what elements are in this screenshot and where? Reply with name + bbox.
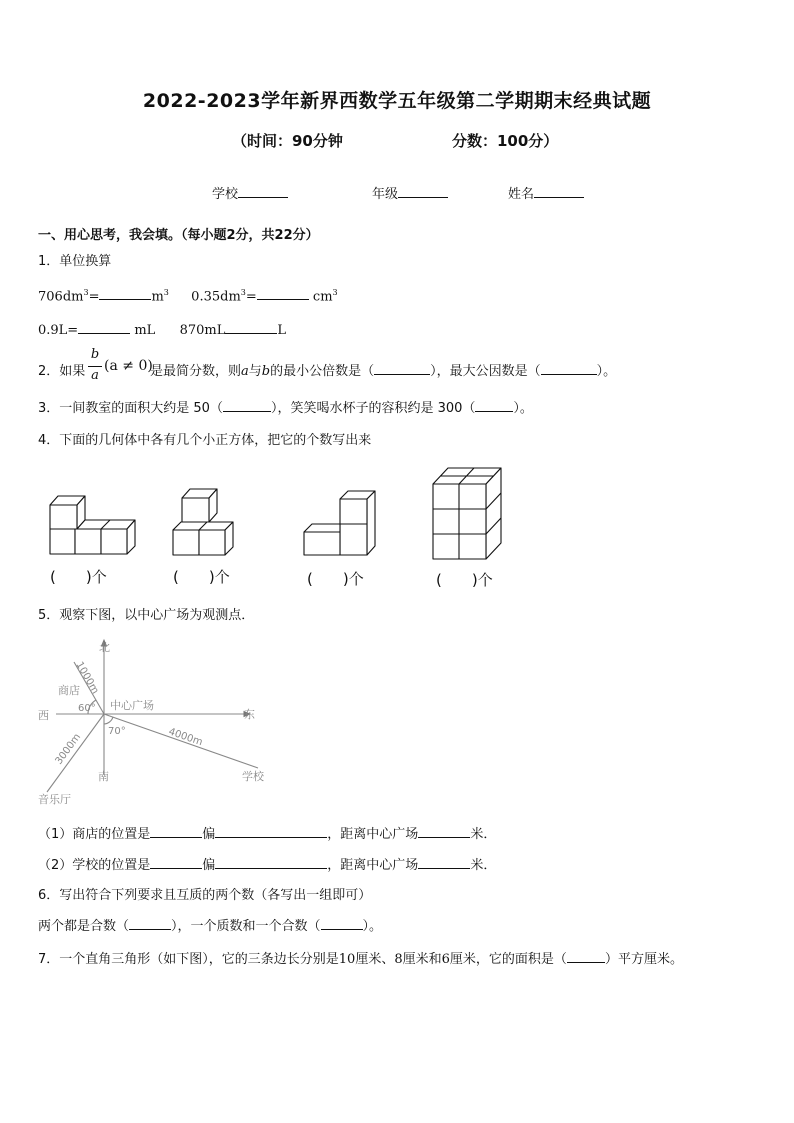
q5-sub2-b: 偏 [202, 858, 216, 873]
q6-line [38, 915, 382, 934]
q3-blank2[interactable] [475, 411, 513, 412]
q5-sub1-b: 偏 [202, 827, 216, 842]
q1-b-value: 0.35dm [191, 289, 241, 305]
q2-numerator: b [90, 347, 100, 362]
sup: 3 [332, 288, 338, 297]
q3-b: ），笑笑喝水杯子的容积约是 300（ [270, 401, 476, 416]
school-field [212, 183, 288, 202]
q7-d: 厘米，它的面积是（ [449, 952, 567, 967]
q4-answer-2[interactable]: ( )个 [173, 568, 230, 586]
q5-sub2-c: ，距离中心广场 [327, 858, 419, 873]
q5-sub2-dist[interactable] [418, 868, 470, 869]
q1-row2 [38, 323, 286, 338]
label-d-shop: 1000m [73, 660, 101, 696]
q1-a-unit: m [151, 289, 164, 305]
q7-blank[interactable] [567, 962, 605, 963]
label-shop: 商店 [58, 684, 80, 697]
eq: = [88, 289, 100, 305]
q1-b-blank[interactable] [257, 299, 309, 300]
q6-c: ）。 [362, 919, 383, 934]
q1-c-blank[interactable] [78, 333, 130, 334]
label-concert: 音乐厅 [38, 793, 71, 806]
q5-sub2-dir2[interactable] [215, 868, 327, 869]
q5-sub2-d: 米． [470, 858, 497, 873]
q1-label: 1．单位换算 [38, 254, 112, 269]
q4-answer-1[interactable]: ( )个 [50, 568, 107, 586]
var-b: b [261, 364, 271, 379]
q2-mid2: 的最小公倍数是（ [270, 364, 375, 379]
section-heading: 一、用心思考，我会填。（每小题2分，共22分） [38, 228, 319, 243]
label-d-concert: 3000m [53, 731, 84, 767]
label-south: 南 [98, 770, 109, 783]
q4-answer-3[interactable]: ( )个 [307, 570, 364, 588]
name-blank[interactable] [534, 197, 584, 198]
q2-yu: 与 [248, 364, 262, 379]
q3-c: ）。 [513, 401, 533, 416]
label-east: 东 [244, 708, 255, 721]
q1-a-value: 706dm [38, 289, 84, 305]
q5-sub1-dir2[interactable] [215, 837, 327, 838]
q5-sub1-d: 米． [470, 827, 497, 842]
score-info: 分数：100分） [452, 132, 559, 150]
q3-blank1[interactable] [223, 411, 271, 412]
cube-figure-3 [304, 491, 375, 555]
q2-gcd-blank[interactable] [541, 374, 597, 375]
q5-sub1-dist[interactable] [418, 837, 470, 838]
label-d-school: 4000m [167, 726, 204, 749]
q5-sub2-dir1[interactable] [150, 868, 202, 869]
q1-c-value: 0.9L= [38, 323, 79, 338]
q1-d-value: 870mL [179, 323, 226, 338]
label-north: 北 [99, 641, 110, 654]
q2-body [150, 360, 616, 379]
grade-label: 年级 [372, 187, 399, 202]
q7-n1: 10 [338, 952, 356, 967]
q2-mid3: ），最大公因数是（ [430, 364, 541, 379]
q6-text: 6．写出符合下列要求且互质的两个数（各写出一组即可） [38, 888, 372, 903]
q1-b-unit: cm [312, 289, 333, 305]
grade-field [372, 183, 448, 202]
label-school: 学校 [242, 770, 264, 783]
name-label: 姓名 [508, 187, 535, 202]
q5-sub2 [38, 854, 496, 873]
q5-sub1-c: ，距离中心广场 [327, 827, 419, 842]
q2-end: ）。 [596, 364, 617, 379]
q6-a: 两个都是合数（ [38, 919, 130, 934]
school-blank[interactable] [238, 197, 288, 198]
q5-sub1-a: （1）商店的位置是 [38, 827, 151, 842]
q7-n3: 6 [441, 952, 450, 967]
cubes-figures [0, 460, 794, 590]
q2-lcm-blank[interactable] [374, 374, 430, 375]
concert-line [47, 714, 104, 792]
q1-row1 [38, 288, 338, 304]
q7-c: 厘米和 [402, 952, 442, 967]
paper-title: 2022-2023学年新界西数学五年级第二学期期末经典试题 [142, 90, 652, 112]
label-angle-70: 70° [108, 726, 126, 737]
q7 [38, 948, 683, 967]
q1-d-blank[interactable] [225, 333, 277, 334]
q3-a: 3．一间教室的面积大约是 50（ [38, 401, 223, 416]
q6-b: ），一个质数和一个合数（ [171, 919, 321, 934]
q1-a-blank[interactable] [99, 299, 151, 300]
q1-d-unit: L [277, 323, 287, 338]
q4-text: 4．下面的几何体中各有几个小正方体，把它的个数写出来 [38, 433, 372, 448]
cube-figure-1 [50, 496, 135, 554]
q7-e: ）平方厘米。 [604, 952, 683, 967]
var-a: a [241, 364, 249, 379]
q1-c-unit: mL [134, 323, 156, 338]
q6-blank1[interactable] [129, 929, 171, 930]
q2-denominator: a [91, 368, 99, 383]
label-center: 中心广场 [110, 699, 154, 712]
q4-answer-4[interactable]: ( )个 [436, 571, 493, 589]
label-west: 西 [38, 709, 49, 722]
q7-a: 7．一个直角三角形（如下图），它的三条边长分别是 [38, 952, 339, 967]
q5-sub2-a: （2）学校的位置是 [38, 858, 151, 873]
q5-sub1-dir1[interactable] [150, 837, 202, 838]
angle-70-arc [104, 717, 113, 724]
time-info: （时间：90分钟 [232, 132, 343, 150]
grade-blank[interactable] [398, 197, 448, 198]
q7-b: 厘米、 [355, 952, 395, 967]
q3 [38, 397, 533, 416]
sup: 3 [83, 288, 89, 297]
label-angle-60: 60° [78, 703, 96, 714]
q2-fraction-bar [88, 366, 102, 367]
q2-label: 2．如果 [38, 364, 86, 379]
q5-sub1 [38, 823, 496, 842]
q6-blank2[interactable] [321, 929, 363, 930]
q5-text: 5．观察下图，以中心广场为观测点． [38, 608, 255, 623]
direction-diagram [0, 630, 300, 810]
cube-figure-2 [173, 489, 233, 555]
school-label: 学校 [212, 187, 239, 202]
q2-mid: 是最简分数，则 [150, 364, 242, 379]
q2-condition: (a ≠ 0) [104, 358, 153, 374]
q7-n2: 8 [394, 952, 403, 967]
eq: = [245, 289, 257, 305]
sup: 3 [240, 288, 246, 297]
cube-figure-4 [433, 468, 501, 559]
sup: 3 [163, 288, 169, 297]
name-field [508, 183, 584, 202]
